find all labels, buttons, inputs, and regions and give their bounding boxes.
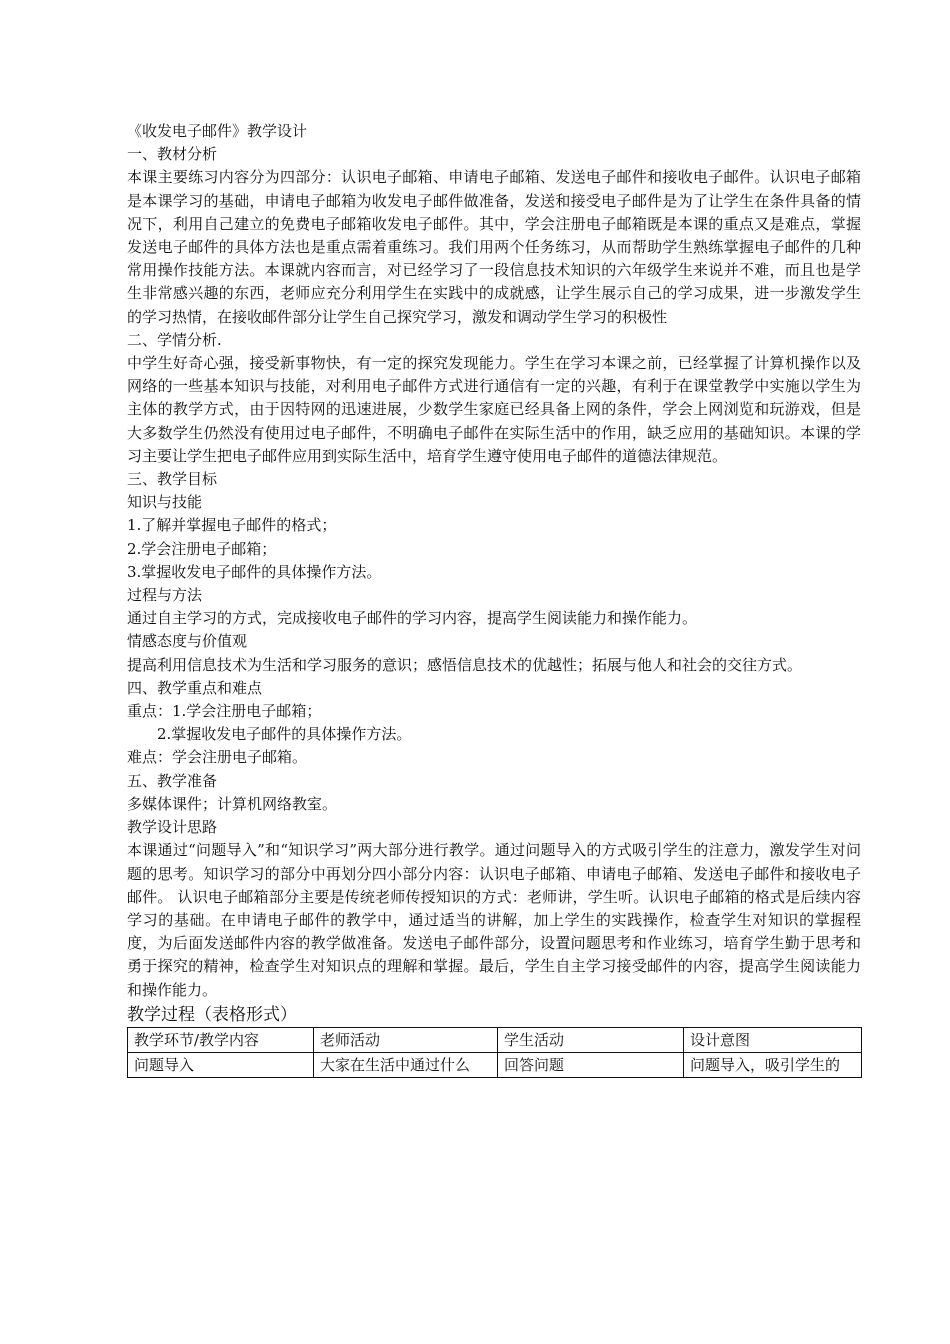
goal-item-3: 3.掌握收发电子邮件的具体操作方法。 [127,562,382,581]
table-row [128,1052,862,1077]
table-cell: 问题导入，吸引学生的 [684,1052,862,1077]
section-heading-preparation: 五、教学准备 [127,771,218,790]
section-heading-textbook-analysis: 一、教材分析 [127,145,218,164]
table-header-row [128,1027,862,1052]
table-cell: 回答问题 [498,1052,684,1077]
document-title: 《收发电子邮件》教学设计 [127,122,308,140]
table-header-cell: 教学环节/教学内容 [128,1027,314,1052]
table-header-cell: 老师活动 [314,1027,498,1052]
table-header-cell: 学生活动 [498,1027,684,1052]
paragraph-student-analysis: 中学生好奇心强，接受新事物快，有一定的探究发现能力。学生在学习本课之前，已经掌握了计算机操作以及网络的一些基本知识与技能，对利用电子邮件方式进行通信有一定的兴趣，有利于在课堂教学中实施以学生为主体的教学方式，由于因特网的迅速进展，少数学生家庭已经具备上网的条件，学会上网浏览和玩游戏，但是大多数学生仍然没有使用过电子邮件，不明确电子邮件在实际生活中的作用，缺乏应用的基础知识。本课的学习主要让学生把电子邮件应用到实际生活中，培育学生遵守使用电子邮件的道德法律规范。 [127,354,861,465]
paragraph-attitude-values: 提高利用信息技术为生活和学习服务的意识；感悟信息技术的优越性；拓展与他人和社会的交往方式。 [127,655,803,674]
subheading-knowledge-skills: 知识与技能 [127,493,203,512]
goal-item-2: 2.学会注册电子邮箱； [127,539,277,558]
section-heading-key-points: 四、教学重点和难点 [127,678,263,697]
table-header-cell: 设计意图 [684,1027,862,1052]
subheading-attitude-values: 情感态度与价值观 [127,632,248,651]
paragraph-design-idea: 本课通过“问题导入”和“知识学习”两大部分进行教学。通过问题导入的方式吸引学生的注意力，激发学生对问题的思考。知识学习的部分中再划分四小部分内容：认识电子邮箱、申请电子邮箱、发送电子邮件和接收电子邮件。 认识电子邮箱部分主要是传统老师传授知识的方式：老师讲，学生听。认识电子邮箱的格式是后续内容学习的基础。在申请电子邮件的教学中，通过适当的讲解，加上学生的实践操作，检查学生对知识的掌握程度，为后面发送邮件内容的教学做准备。发送电子邮件部分，设置问题思考和作业练习，培育学生勤于思考和勇于探究的精神，检查学生对知识点的理解和掌握。最后，学生自主学习接受邮件的内容，提高学生阅读能力和操作能力。 [127,841,861,999]
key-point-1: 重点：1.学会注册电子邮箱； [127,702,322,721]
section-heading-teaching-process: 教学过程（表格形式） [127,1004,297,1025]
teaching-process-table [127,1027,862,1078]
table-cell: 问题导入 [128,1052,314,1077]
table-cell: 大家在生活中通过什么 [314,1052,498,1077]
paragraph-preparation: 多媒体课件；计算机网络教室。 [127,794,338,813]
section-heading-teaching-goals: 三、教学目标 [127,470,218,489]
difficulty-point: 难点：学会注册电子邮箱。 [127,748,308,767]
section-heading-design-idea: 教学设计思路 [127,818,218,837]
paragraph-process-method: 通过自主学习的方式，完成接收电子邮件的学习内容，提高学生阅读能力和操作能力。 [127,609,698,628]
paragraph-textbook-analysis: 本课主要练习内容分为四部分：认识电子邮箱、申请电子邮箱、发送电子邮件和接收电子邮件。认识电子邮箱是本课学习的基础，申请电子邮箱为收发电子邮件做准备，发送和接受电子邮件是为了让学生在条件具备的情况下，利用自己建立的免费电子邮箱收发电子邮件。其中，学会注册电子邮箱既是本课的重点又是难点，掌握发送电子邮件的具体方法也是重点需着重练习。我们用两个任务练习，从而帮助学生熟练掌握电子邮件的几种常用操作技能方法。本课就内容而言，对已经学习了一段信息技术知识的六年级学生来说并不难，而且也是学生非常感兴趣的东西，老师应充分利用学生在实践中的成就感，让学生展示自己的学习成果，进一步激发学生的学习热情，在接收邮件部分让学生自己探究学习，激发和调动学生学习的积极性 [127,168,861,326]
section-heading-student-analysis: 二、学情分析. [127,330,222,349]
key-point-2: 2.掌握收发电子邮件的具体操作方法。 [157,725,412,744]
document-page [127,120,861,1078]
goal-item-1: 1.了解并掌握电子邮件的格式； [127,516,337,535]
subheading-process-method: 过程与方法 [127,586,203,605]
